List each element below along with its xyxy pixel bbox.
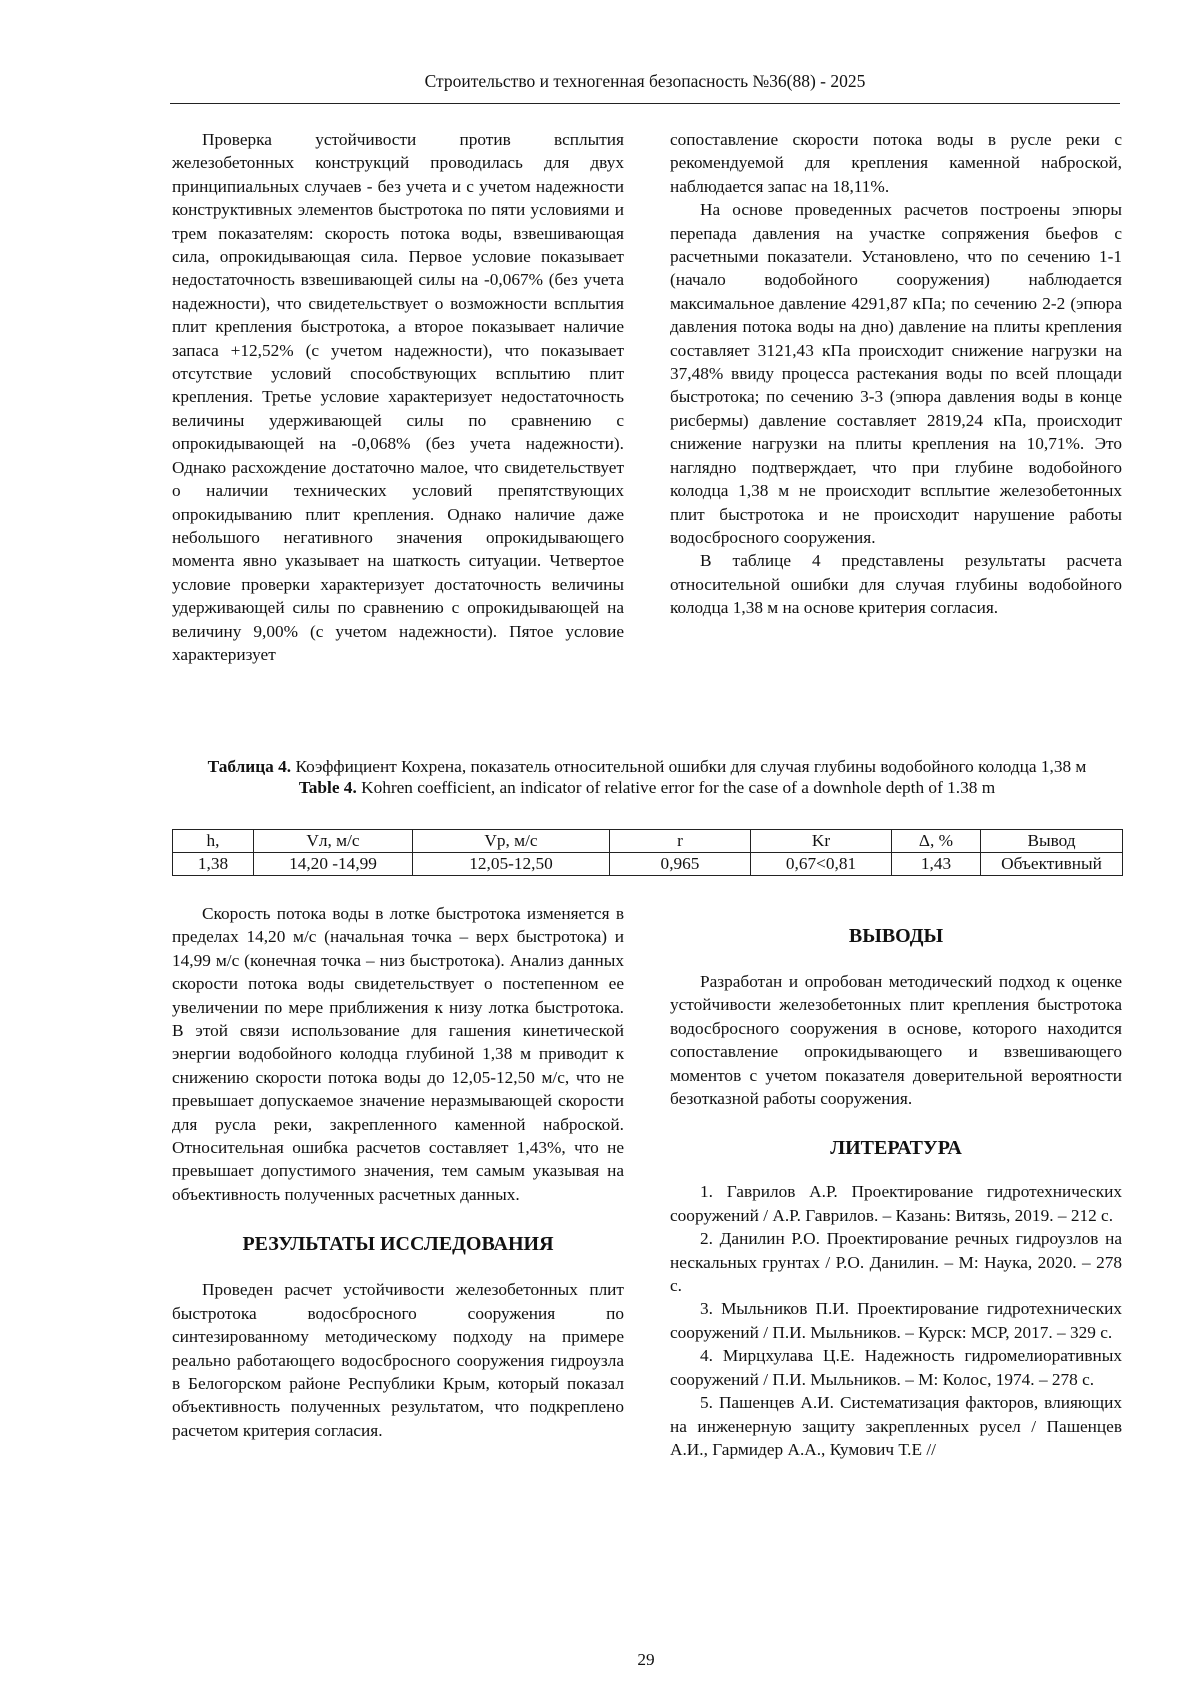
table-caption-en-text: Kohren coefficient, an indicator of relative error for the case of a downhole depth of 1.38 m	[361, 778, 996, 797]
table-label-ru: Таблица 4.	[207, 757, 292, 776]
reference-item: 4. Мирцхулава Ц.Е. Надежность гидромелиоративных сооружений / П.И. Мыльников. – М: Колос, 1974. – 278 с.	[670, 1346, 1122, 1389]
header-rule	[170, 103, 1120, 104]
table-caption-ru-text: Коэффициент Кохрена, показатель относительной ошибки для случая глубины водобойного колодца 1,38 м	[295, 757, 1087, 776]
right-column-bottom	[670, 924, 1122, 1461]
section-title-conclusions: ВЫВОДЫ	[848, 925, 944, 947]
paragraph: Проверка устойчивости против всплытия железобетонных конструкций проводилась для двух принципиальных случаев - без учета и с учетом надежности конструктивных элементов быстротока по пяти условиями и трем показателям: скорость потока воды, взвешивающая сила, опрокидывающая сила. Первое условие показывает недостаточность взвешивающей силы на -0,067% (без учета надежности), что свидетельствует о возможности всплытия плит крепления быстротока, а второе показывает наличие запаса +12,52% (с учетом надежности), что показывает отсутствие условий способствующих всплытию плит крепления. Третье условие характеризует недостаточность величины удерживающей силы по сравнению с опрокидывающей на -0,068% (без учета надежности). Однако расхождение достаточно малое, что свидетельствует о наличии технических условий препятствующих опрокидыванию плит крепления. Однако наличие даже небольшого негативного значения опрокидывающего момента явно указывает на шаткость ситуации. Четвертое условие проверки характеризует достаточность величины удерживающей силы по сравнению с опрокидывающей на величину 9,00% (с учетом надежности). Пятое условие характеризует	[172, 130, 624, 664]
reference-item: 3. Мыльников П.И. Проектирование гидротехнических сооружений / П.И. Мыльников. – Курск: МСР, 2017. – 329 с.	[670, 1299, 1122, 1342]
journal-header: Строительство и техногенная безопасность №36(88) - 2025	[424, 71, 866, 91]
table-header-cell: Δ, %	[892, 830, 981, 853]
left-column-bottom	[172, 902, 624, 1442]
reference-item: 2. Данилин Р.О. Проектирование речных гидроузлов на нескальных грунтах / Р.О. Данилин. – М: Наука, 2020. – 278 с.	[670, 1229, 1122, 1296]
table-row	[173, 853, 1123, 876]
table-label-en: Table 4.	[298, 778, 357, 797]
paragraph: Проведен расчет устойчивости железобетонных плит быстротока водосбросного сооружения по синтезированному методическому подходу на примере реально работающего водосбросного сооружения гидроузла в Белогорском районе Республики Крым, который показал объективность полученных результатом, что подкреплено расчетом критерия согласия.	[172, 1280, 624, 1440]
left-column-top	[172, 128, 624, 666]
table-caption-en	[172, 777, 1122, 798]
paragraph: Разработан и опробован методический подход к оценке устойчивости железобетонных плит крепления быстротока водосбросного сооружения в основе, которого находится сопоставление опрокидывающего и взвешивающего моментов с учетом показателя доверительной вероятности безотказной работы сооружения.	[670, 972, 1122, 1109]
table-header-cell: h,	[173, 830, 254, 853]
table-cell: 1,43	[892, 853, 981, 876]
table-caption-ru	[172, 756, 1122, 777]
table-header-row	[173, 830, 1123, 853]
table-header-cell: Vр, м/с	[413, 830, 610, 853]
table-cell: 12,05-12,50	[413, 853, 610, 876]
paragraph: сопоставление скорости потока воды в русле реки с рекомендуемой для крепления каменной наброской, наблюдается запас на 18,11%.	[670, 130, 1122, 196]
paragraph: В таблице 4 представлены результаты расчета относительной ошибки для случая глубины водобойного колодца 1,38 м на основе критерия согласия.	[670, 551, 1122, 618]
table-cell: 1,38	[173, 853, 254, 876]
section-title-results: РЕЗУЛЬТАТЫ ИССЛЕДОВАНИЯ	[242, 1233, 554, 1256]
table-caption	[172, 756, 1122, 798]
section-title-references: ЛИТЕРАТУРА	[830, 1137, 962, 1160]
table-cell: 14,20 -14,99	[254, 853, 413, 876]
table-header-cell: r	[610, 830, 751, 853]
page-number: 29	[637, 1650, 655, 1669]
paragraph: На основе проведенных расчетов построены эпюры перепада давления на участке сопряжения бьефов с расчетными показатели. Установлено, что по сечению 1-1 (начало водобойного сооружения) наблюдается максимальное давление 4291,87 кПа; по сечению 2-2 (эпюра давления потока воды на дно) давление на плиты крепления составляет 3121,43 кПа происходит снижение нагрузки на 37,48% ввиду процесса растекания воды по всей площади быстротока; по сечению 3-3 (эпюра давления воды в конце рисбермы) давление составляет 2819,24 кПа, происходит снижение нагрузки на плиты крепления на 10,71%. Это наглядно подтверждает, что при глубине водобойного колодца 1,38 м не происходит всплытие железобетонных плит быстротока и не происходит нарушение работы водосбросного сооружения.	[670, 200, 1122, 547]
table-header-cell: Kr	[751, 830, 892, 853]
paragraph: Скорость потока воды в лотке быстротока изменяется в пределах 14,20 м/с (начальная точка – верх быстротока) и 14,99 м/с (конечная точка – низ быстротока). Анализ данных скорости потока воды свидетельствует о постепенном ее увеличении по мере приближения к низу лотка быстротока. В этой связи использование для гашения кинетической энергии водобойного колодца глубиной 1,38 м приводит к снижению скорости потока воды до 12,05-12,50 м/с, что не превышает допускаемое значение неразмывающей скорости для русла реки, закрепленного каменной наброской. Относительная ошибка расчетов составляет 1,43%, что не превышает допустимого значения, тем самым указывая на объективность полученных расчетных данных.	[172, 904, 624, 1204]
table-header-cell: Vл, м/с	[254, 830, 413, 853]
reference-item: 5. Пашенцев А.И. Систематизация факторов, влияющих на инженерную защиту закрепленных русел / Пашенцев А.И., Гармидер А.А., Кумович Т.Е //	[670, 1393, 1122, 1459]
results-table	[172, 829, 1123, 876]
right-column-top	[670, 128, 1122, 620]
table-cell: Объективный	[981, 853, 1123, 876]
table-cell: 0,965	[610, 853, 751, 876]
table-header-cell: Вывод	[981, 830, 1123, 853]
reference-list	[670, 1180, 1122, 1461]
reference-item: 1. Гаврилов А.Р. Проектирование гидротехнических сооружений / А.Р. Гаврилов. – Казань: Витязь, 2019. – 212 с.	[670, 1182, 1122, 1225]
table-cell: 0,67<0,81	[751, 853, 892, 876]
